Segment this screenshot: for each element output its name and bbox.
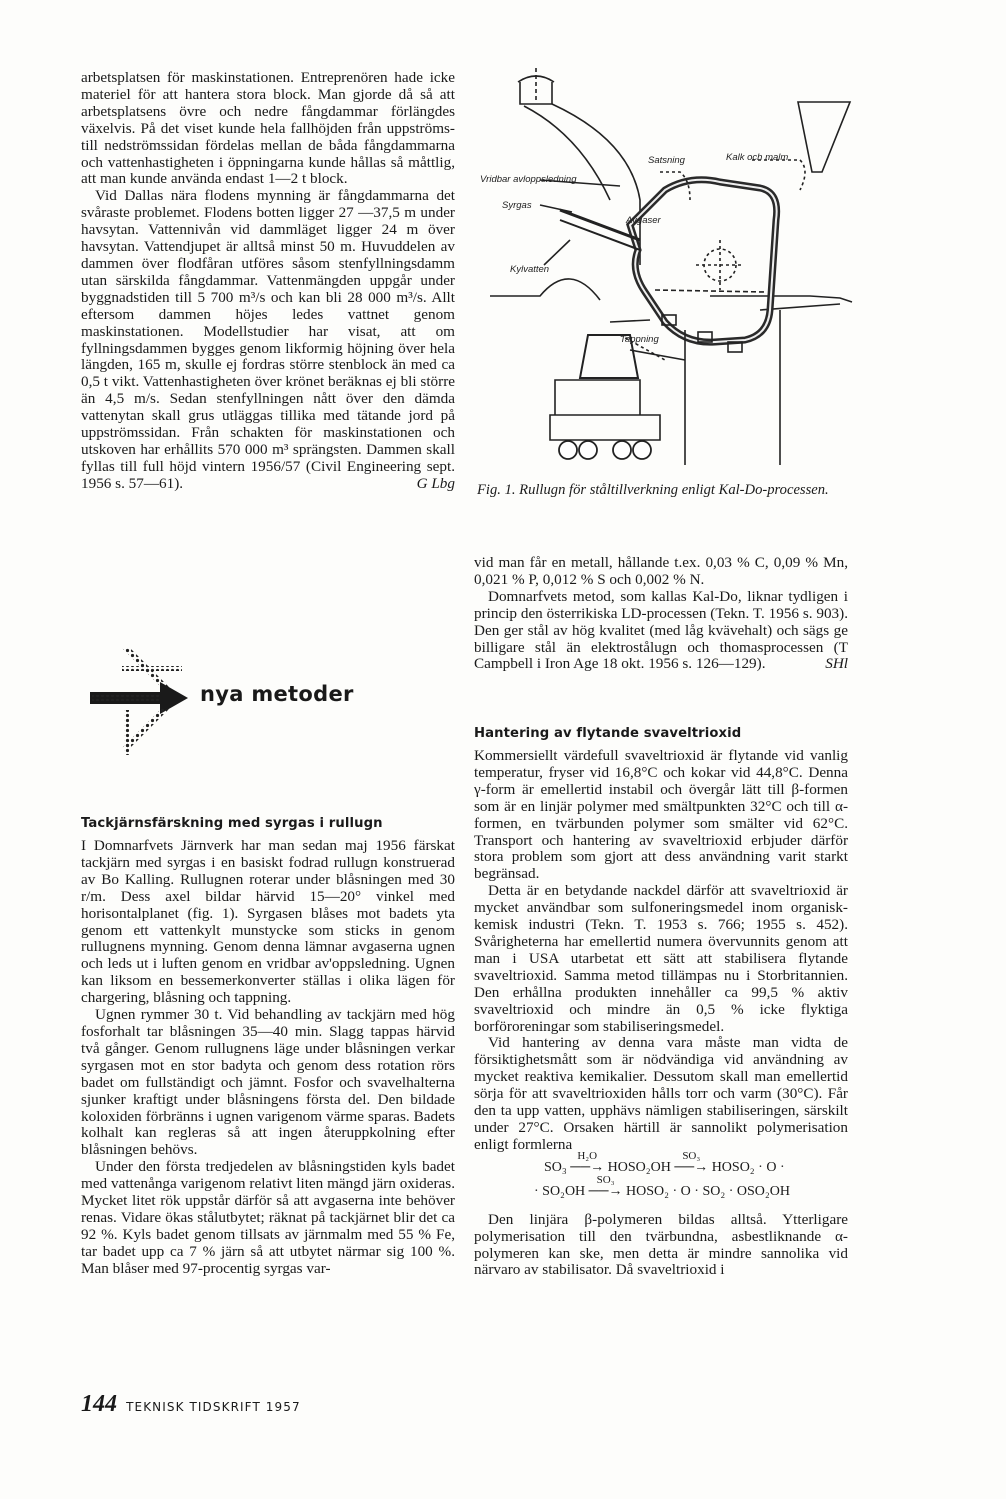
right-column-top: [474, 555, 848, 673]
paragraph: Den linjära β-polymeren bildas alltså. Ytterligare polymerisation till den tvärbundna, asbestliknande α-polymeren kan ske, men detta är mindre sannolika vid närvaro av stabilisator. Då svaveltrioxid i: [474, 1210, 848, 1279]
rullugn-figure: [480, 60, 860, 465]
paragraph: Detta är en betydande nackdel därför att svaveltrioxid är mycket användbar som sulfoneringsmedel inom organisk-kemisk industri (Tekn. T. 1953 s. 766; 1955 s. 452). Svårigheterna har emellertid numera övervunnits genom att man i USA utarbetat ett sätt att stabilisera flytande svaveltrioxid. Samma metod tillämpas nu i Storbritannien. Den erhållna produkten innehåller ca 99,5 % aktiv svaveltrioxid och mindre än 0,5 % icke flyktiga borföroreningar som stabiliseringsmedel.: [474, 882, 848, 1035]
paragraph: arbetsplatsen för maskinstationen. Entreprenören hade icke materiel för att hantera stora block. Man gjorde då så att arbetsplatsens övre och nedre fångdammar förlängdes växelvis. På det viset kunde hela fallhöjden från uppströms- till nedströmssidan fördelas mellan de båda fångdammarna och vattenhastigheten i öppningarna kunde hållas så måttlig, att man kunde använda endast 1—2 t block.: [81, 69, 455, 188]
formula-line-2: [474, 1173, 848, 1206]
reagent: SO₃: [596, 1173, 615, 1186]
paragraph: Under den första tredjedelen av blåsningstiden kyls badet med vattenånga varigenom relativt liten mängd järn oxideras. Mycket litet rök uppstår därför så att avgaserna inte behöver renas. Vidare ökas stålutbytet; räknat på tackjärnet blir det ca 92 %. Kyls badet genom tillsats av järnmalm med 55 % Fe, tar badet upp ca 7 % järn så att utbytet närmar sig 100 %. Man blåser med 97-procentig syrgas var-: [81, 1158, 455, 1277]
formula-term: SO₃: [544, 1159, 567, 1175]
paragraph: [81, 188, 455, 492]
signature: G Lbg: [416, 474, 455, 492]
figure-label-satsning: Satsning: [648, 155, 685, 166]
figure-label-vridbar: Vridbar avloppsledning: [480, 174, 577, 185]
reagent: H₂O: [577, 1149, 598, 1162]
signature: SHl: [825, 655, 848, 673]
paragraph-text: Vid Dallas nära flodens mynning är fångdammarna det svåraste problemet. Flodens botten ligger 27 —37,5 m under havsytan. Vattennivån vid dammläget ligger 24 m över havsytan. Vattendjupet är alltså minst 50 m. Huvuddelen av dammen över flodfåran utföres såsom stenfyllningsdamm utan särskilda fångdammar. Vattenmängden uppgår under byggnadstiden till 5 700 m³/s och kan bli 28 000 m³/s. Allt eftersom dammen höjes ledes vattnet genom maskinstationen. Modellstudier har visat, att om fyllningsdammen bygges genom likformig höjning över hela längden, 165 m, skulle ej fordras större stenblock än med ca 0,5 t vikt. Vattenhastigheten över krönet beräknas ej bli större än 4,5 m/s. Sedan stenfyllningen nått över den dämda vattenytan skall grus utläggas tillika med tätande jord på uppströmssidan. Från schakten för maskinstationen och utskoven har erhållits 570 000 m³ sprängsten. Dammen skall fyllas till full höjd vintern 1956/57 (Civil Engineering sept. 1956 s. 57—61).: [81, 187, 455, 492]
section-heading: Hantering av flytande svaveltrioxid: [474, 726, 742, 741]
formula-term: HOSO₂OH: [607, 1159, 671, 1175]
formula-term: · SO₂OH: [534, 1183, 586, 1199]
section-heading: Tackjärnsfärskning med syrgas i rullugn: [81, 816, 383, 831]
figure-label-avgaser: Avgaser: [626, 215, 661, 226]
reaction-arrow: SO₃ ──→: [588, 1173, 623, 1199]
paragraph: Ugnen rymmer 30 t. Vid behandling av tackjärn med hög fosforhalt tar blåsningen 35—40 min. Slagg tappas härvid två gånger. Genom rullugnens läge under blåsningen verkar syrgasen mot en stor badyta och genom dess rotation rörs badet om fullständigt och jämnt. Fosfor och svavelhalterna sjunker kraftigt under blåsningens första del. Den bildade koloxiden förbränns i ugnen varigenom värme sparas. Badets kolhalt kan regleras så att ingen återuppkolning efter blåsningen behövs.: [81, 1006, 455, 1159]
reaction-arrow: H₂O ──→: [570, 1149, 605, 1175]
paragraph: vid man får en metall, hållande t.ex. 0,03 % C, 0,09 % Mn, 0,021 % P, 0,012 % S och 0,002 % N.: [474, 554, 848, 588]
paragraph: Kommersiellt värdefull svaveltrioxid är flytande vid vanlig temperatur, fryser vid 16,8°C och kokar vid 44,8°C. Denna γ-form är emellertid instabil och övergår lätt till β-formen som är en linjär polymer med smältpunkten 32°C och till α-formen, en tvärbunden polymer som smälter vid 62°C. Transport och hantering av svaveltrioxid erbjuder därför stora problem som gjort att dess användning varit starkt begränsad.: [474, 747, 848, 883]
left-column-bottom: [81, 838, 455, 1278]
right-column-bottom: [474, 748, 848, 1279]
figure-label-syrgas: Syrgas: [502, 200, 532, 211]
reaction-arrow: SO₃ ──→: [674, 1149, 709, 1175]
section-banner-label: nya metoder: [200, 682, 354, 706]
page-number: 144: [81, 1391, 117, 1417]
paragraph: I Domnarfvets Järnverk har man sedan maj 1956 färskat tackjärn med syrgas i en basiskt fodrad rullugn konstruerad av Bo Kalling. Rullugnen roterar under blåsningen med 30 r/m. Dess axel bildar härvid 15—20° vinkel med horisontalplanet (fig. 1). Syrgasen blåses mot badets yta genom ett vattenkylt munstycke som sticks in genom rullugnens mynning. Genom denna lämnar avgaserna ugnen och leds ut i luften genom en vridbar av'oppsledning. Ugnen kan liksom en bessemerkonverter ställas i olika lägen för chargering, blåsning och tappning.: [81, 837, 455, 1007]
reagent: SO₃: [682, 1149, 701, 1162]
left-column-top: [81, 70, 455, 493]
paragraph: [474, 589, 848, 674]
formula-line-1: [474, 1149, 848, 1184]
page-footer: [81, 1391, 301, 1418]
figure-caption: Fig. 1. Rullugn för ståltillverkning enligt Kal-Do-processen.: [477, 482, 829, 498]
formula-term: HOSO₂ · O ·: [711, 1159, 785, 1175]
figure-label-kalk: Kalk och malm: [726, 152, 789, 163]
formula-term: HOSO₂ · O · SO₂ · OSO₂OH: [626, 1183, 790, 1199]
journal-name: TEKNISK TIDSKRIFT 1957: [126, 1400, 301, 1414]
figure-label-tappning: Tappning: [620, 334, 659, 345]
figure-label-kylvatten: Kylvatten: [510, 264, 550, 275]
paragraph: Vid hantering av denna vara måste man vidta de försiktighetsmått som är nödvändiga vid användning av mycket reaktiva kemikalier. Dessutom skall man emellertid sörja för att svaveltrioxiden hålls torr och varm (30°C). Får den ta upp vatten, upphävs nämligen stabiliseringen, särskilt under 27°C. Orsaken härtill är sannolikt polymerisation enligt formlerna: [474, 1034, 848, 1153]
paragraph-text: Domnarfvets metod, som kallas Kal-Do, liknar tydligen i princip den österrikiska LD-processen (Tekn. T. 1956 s. 903). Den ger stål av hög kvalitet (med låg kvävehalt) och sägs ge billigare stål än elektrostålugn och thomasprocessen (T Campbell i Iron Age 18 okt. 1956 s. 126—129).: [474, 587, 848, 673]
chemical-formula: [474, 1149, 848, 1206]
